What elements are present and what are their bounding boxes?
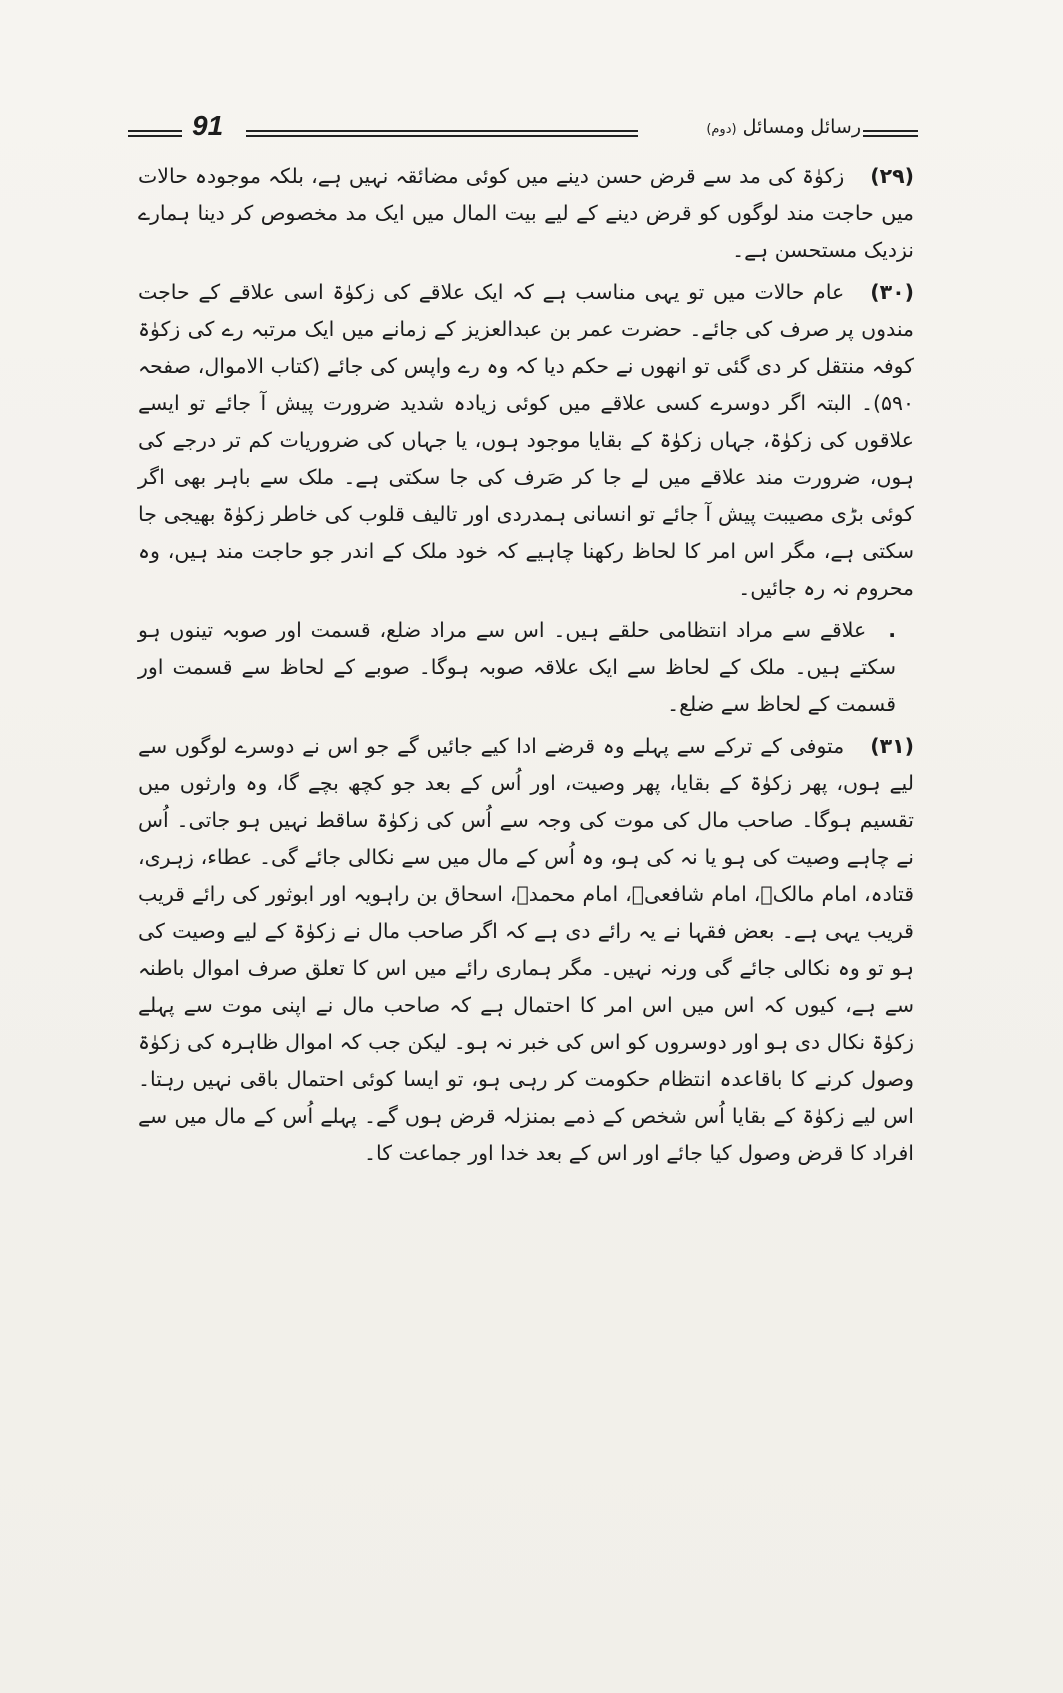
paragraph-30 [138,274,914,607]
page-body [138,158,914,1177]
paragraph-text: عام حالات میں تو یہی مناسب ہے کہ ایک علاقے کی زکوٰۃ اسی علاقے کے حاجت مندوں پر صرف کی جائے۔ حضرت عمر بن عبدالعزیز کے زمانے میں ایک مرتبہ رے کی زکوٰۃ کوفہ منتقل کر دی گئی تو انھوں نے حکم دیا کہ وہ رے واپس کی جائے (کتاب الاموال، صفحہ ۵۹۰)۔ البتہ اگر دوسرے کسی علاقے میں کوئی زیادہ شدید ضرورت پیش آ جائے تو ایسے علاقوں کی زکوٰۃ، جہاں زکوٰۃ کے بقایا موجود ہوں، یا جہاں کی ضروریات کم تر درجے کی ہوں، ضرورت مند علاقے میں لے جا کر صَرف کی جا سکتی ہے۔ ملک سے باہر بھی اگر کوئی بڑی مصیبت پیش آ جائے تو انسانی ہمدردی اور تالیف قلوب کی خاطر زکوٰۃ بھیجی جا سکتی ہے، مگر اس امر کا لحاظ رکھنا چاہیے کہ خود ملک کے اندر جو حاجت مند ہیں، وہ محروم نہ رہ جائیں۔ [138,280,914,600]
book-title: رسائل ومسائل [742,116,861,138]
paragraph-31 [138,728,914,1172]
header-rule-left [128,130,182,137]
header-rule-middle [246,130,638,137]
page-number: 91 [192,110,224,141]
paragraph-note [138,612,914,723]
running-title [643,112,861,145]
paragraph-text: متوفی کے ترکے سے پہلے وہ قرضے ادا کیے جائیں گے جو اس نے دوسرے لوگوں سے لیے ہوں، پھر زکوٰۃ کے بقایا، پھر وصیت، اور اُس کے بعد جو کچھ بچے گا، وہ وارثوں میں تقسیم ہوگا۔ صاحب مال کی موت کی وجہ سے اُس کی زکوٰۃ ساقط نہیں ہو جاتی۔ اُس نے چاہے وصیت کی ہو یا نہ کی ہو، وہ اُس کے مال میں سے نکالی جائے گی۔ عطاء، زہری، قتادہ، امام مالکؒ، امام شافعیؒ، امام محمدؒ، اسحاق بن راہویہ اور ابوثور کی رائے قریب قریب یہی ہے۔ بعض فقہا نے یہ رائے دی ہے کہ اگر صاحب مال نے زکوٰۃ کے لیے وصیت کی ہو تو وہ نکالی جائے گی ورنہ نہیں۔ مگر ہماری رائے میں اس کا تعلق صرف اموال باطنہ سے ہے، کیوں کہ اس میں اس امر کا احتمال ہے کہ صاحب مال نے اپنی موت سے پہلے زکوٰۃ نکال دی ہو اور دوسروں کو اس کی خبر نہ ہو۔ لیکن جب کہ اموال ظاہرہ کی زکوٰۃ وصول کرنے کا باقاعدہ انتظام حکومت کر رہی ہو، تو ایسا کوئی احتمال باقی نہیں رہتا۔ اس لیے زکوٰۃ کے بقایا اُس شخص کے ذمے بمنزلہ قرض ہوں گے۔ پہلے اُس کے مال میں سے افراد کا قرض وصول کیا جائے اور اس کے بعد خدا اور جماعت کا۔ [138,734,914,1165]
paragraph-number: (۳۱) [870,734,914,758]
note-marker: . [888,618,896,642]
paragraph-number: (۳۰) [870,280,914,304]
page-header [128,108,918,148]
paragraph-number: (۲۹) [870,164,914,188]
paragraph-29 [138,158,914,269]
volume-label: (دوم) [706,122,737,137]
paragraph-text: علاقے سے مراد انتظامی حلقے ہیں۔ اس سے مراد ضلع، قسمت اور صوبہ تینوں ہو سکتے ہیں۔ ملک کے لحاظ سے ایک علاقہ صوبہ ہوگا۔ صوبے کے لحاظ سے قسمت اور قسمت کے لحاظ سے ضلع۔ [138,618,896,716]
header-rule-right [863,130,918,137]
paragraph-text: زکوٰۃ کی مد سے قرض حسن دینے میں کوئی مضائقہ نہیں ہے، بلکہ موجودہ حالات میں حاجت مند لوگوں کو قرض دینے کے لیے بیت المال میں ایک مد مخصوص کر دینا ہمارے نزدیک مستحسن ہے۔ [138,164,914,262]
